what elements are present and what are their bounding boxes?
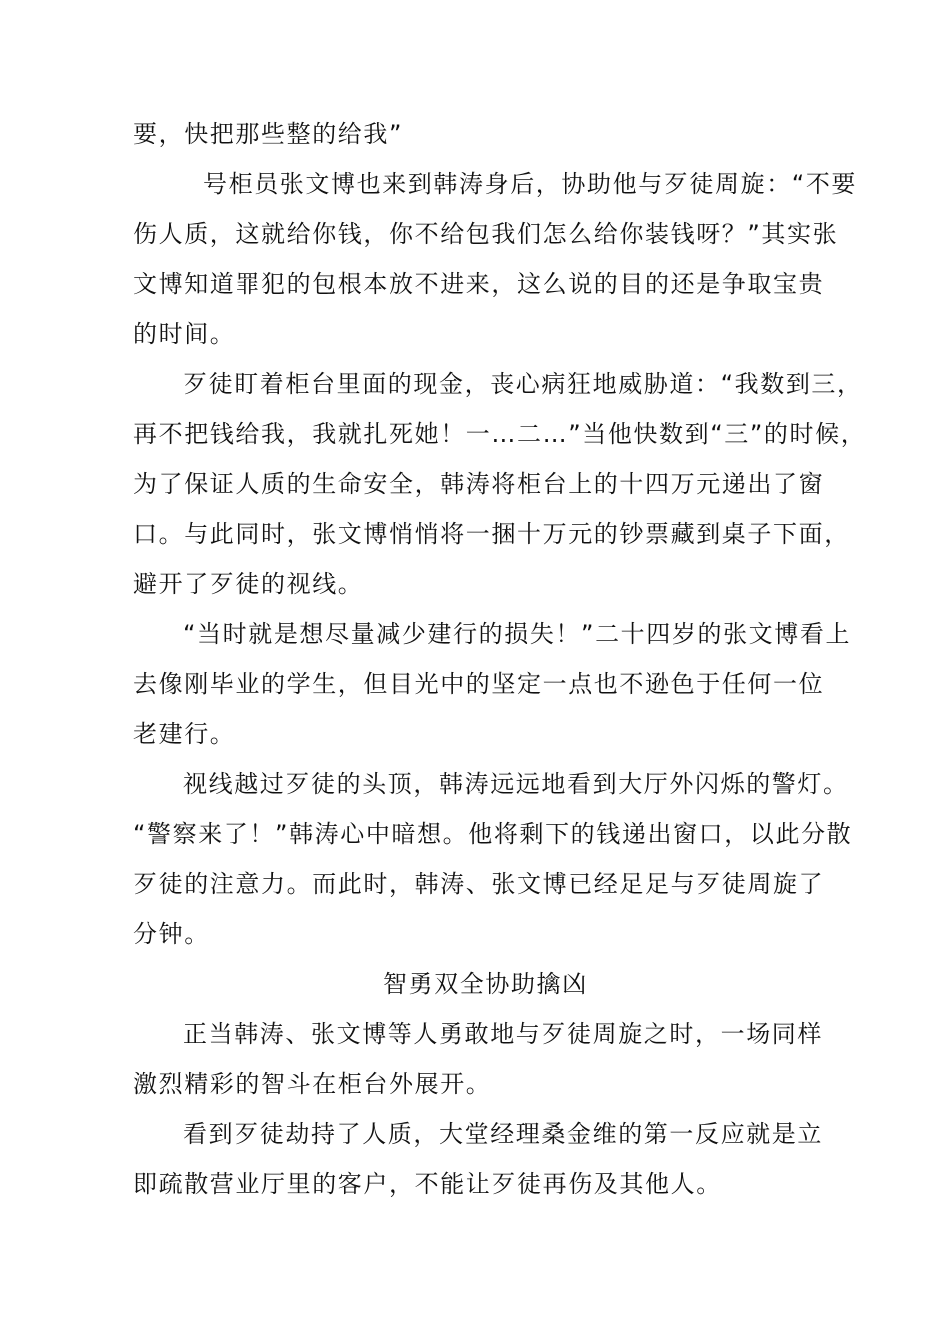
- text-line: 看到歹徒劫持了人质，大堂经理桑金维的第一反应就是立: [183, 1120, 823, 1148]
- text-line: 歹徒的注意力。而此时，韩涛、张文博已经足足与歹徒周旋了: [133, 870, 825, 898]
- text-line: 老建行。: [133, 720, 236, 748]
- section-heading: 智勇双全协助擒凶: [383, 970, 588, 998]
- text-line: 避开了歹徒的视线。: [133, 570, 364, 598]
- text-line: 再不把钱给我，我就扎死她！一…二…”当他快数到“三”的时候，: [133, 420, 867, 448]
- text-line: 为了保证人质的生命安全，韩涛将柜台上的十四万元递出了窗: [133, 470, 825, 498]
- text-line: 视线越过歹徒的头顶，韩涛远远地看到大厅外闪烁的警灯。: [183, 770, 849, 798]
- text-line: 号柜员张文博也来到韩涛身后，协助他与歹徒周旋：“不要: [203, 170, 858, 198]
- text-line: 文博知道罪犯的包根本放不进来，这么说的目的还是争取宝贵: [133, 270, 825, 298]
- text-line: 要，快把那些整的给我”: [133, 120, 404, 148]
- text-line: 分钟。: [133, 920, 210, 948]
- text-line: “警察来了！”韩涛心中暗想。他将剩下的钱递出窗口，以此分散: [133, 820, 853, 848]
- text-line: 歹徒盯着柜台里面的现金，丧心病狂地威胁道：“我数到三，: [183, 370, 863, 398]
- text-line: 去像刚毕业的学生，但目光中的坚定一点也不逊色于任何一位: [133, 670, 825, 698]
- text-line: 伤人质，这就给你钱，你不给包我们怎么给你装钱呀？”其实张: [133, 220, 839, 248]
- text-line: 正当韩涛、张文博等人勇敢地与歹徒周旋之时，一场同样: [183, 1020, 823, 1048]
- text-line: “当时就是想尽量减少建行的损失！”二十四岁的张文博看上: [183, 620, 852, 648]
- text-line: 即疏散营业厅里的客户，不能让歹徒再伤及其他人。: [133, 1170, 722, 1198]
- text-line: 激烈精彩的智斗在柜台外展开。: [133, 1070, 492, 1098]
- text-line: 的时间。: [133, 320, 236, 348]
- text-line: 口。与此同时，张文博悄悄将一捆十万元的钞票藏到桌子下面，: [133, 520, 850, 548]
